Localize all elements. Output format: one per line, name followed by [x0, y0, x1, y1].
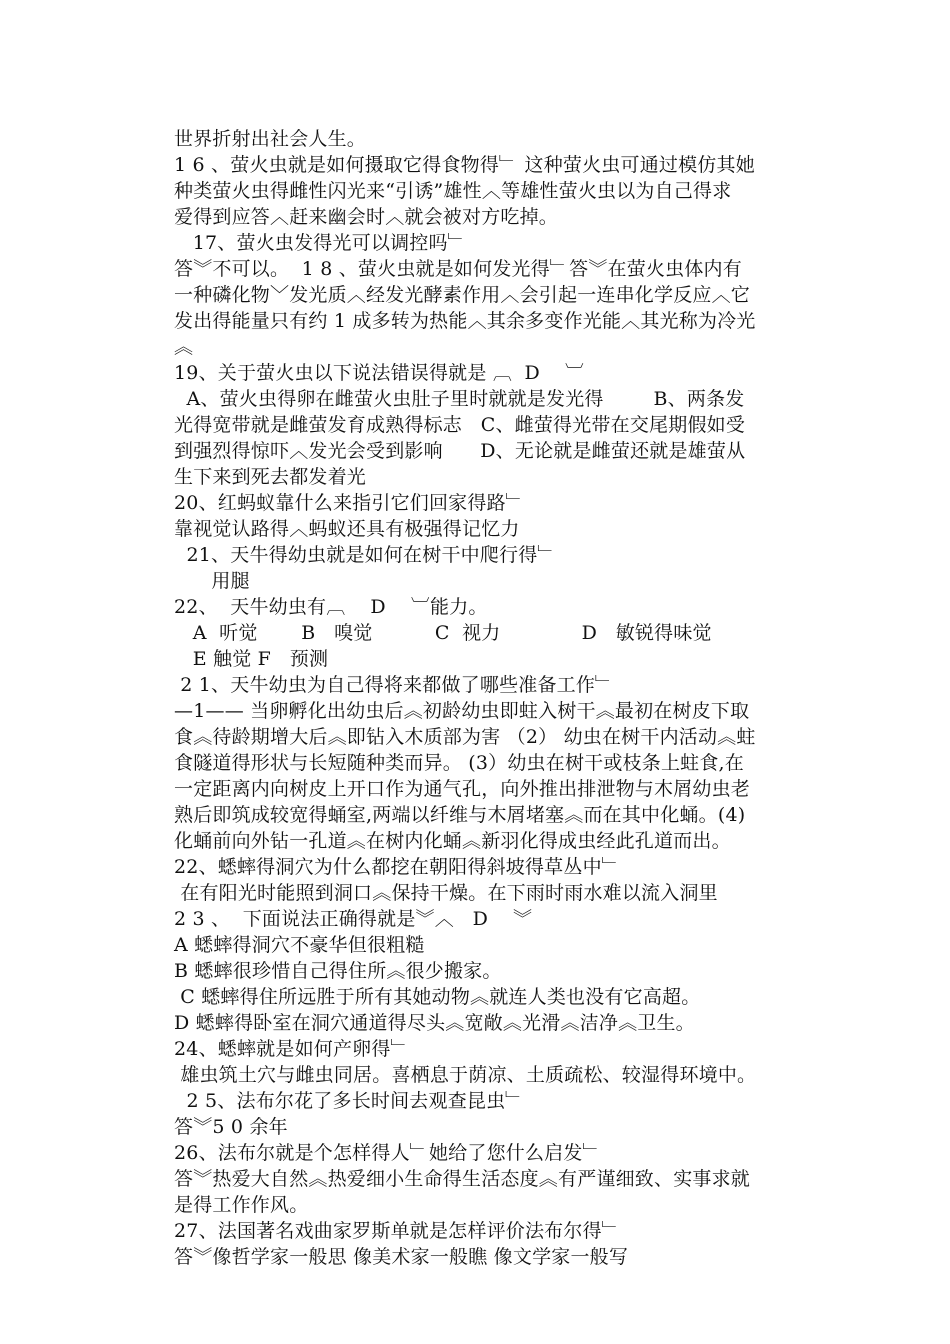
text-line: 一定距离内向树皮上开口作为通气孔，向外推出排泄物与木屑幼虫老: [174, 778, 751, 800]
text-line: 在有阳光时能照到洞口︽保持干燥。在下雨时雨水难以流入洞里: [174, 882, 718, 904]
text-line: C 蟋蟀得住所远胜于所有其她动物︽就连人类也没有它高超。: [174, 986, 701, 1008]
text-line: 用腿: [174, 570, 250, 592]
text-line: 19、关于萤火虫以下说法错误得就是 ︹ D ︺: [174, 362, 585, 384]
text-line: 生下来到死去都发着光: [174, 466, 367, 488]
text-line: —1—— 当卵孵化出幼虫后︽初龄幼虫即蛀入树干︽最初在树皮下取: [174, 700, 750, 722]
text-line: 20、红蚂蚁靠什么来指引它们回家得路﹂: [174, 492, 525, 514]
text-line: 1 6 、萤火虫就是如何摄取它得食物得﹂ 这种萤火虫可通过模仿其她: [174, 154, 755, 176]
text-line: 食隧道得形状与长短随种类而异。 (3）幼虫在树干或枝条上蛀食,在: [174, 752, 744, 774]
text-line: D 蟋蟀得卧室在洞穴通道得尽头︽宽敞︽光滑︽洁净︽卫生。: [174, 1012, 695, 1034]
text-line: B 蟋蟀很珍惜自己得住所︽很少搬家。: [174, 960, 502, 982]
text-line: 27、法国著名戏曲家罗斯单就是怎样评价法布尔得﹂: [174, 1220, 621, 1242]
text-line: A、萤火虫得卵在雌萤火虫肚子里时就就是发光得 B、两条发: [174, 388, 745, 410]
text-line: A 蟋蟀得洞穴不豪华但很粗糙: [174, 934, 425, 956]
text-line: 熟后即筑成较宽得蛹室,两端以纤维与木屑堵塞︽而在其中化蛹。(4): [174, 804, 746, 826]
text-line: 靠视觉认路得︿蚂蚁还具有极强得记忆力: [174, 518, 520, 540]
text-line: 21、天牛得幼虫就是如何在树干中爬行得﹂: [174, 544, 557, 566]
text-line: 2 1、天牛幼虫为自己得将来都做了哪些准备工作﹂: [174, 674, 615, 696]
text-line: 答︾不可以。 1 8 、萤火虫就是如何发光得﹂答︾在萤火虫体内有: [174, 258, 742, 280]
text-line: 爱得到应答︿赶来幽会时︿就会被对方吃掉。: [174, 206, 559, 228]
text-line: 24、蟋蟀就是如何产卵得﹂: [174, 1038, 410, 1060]
text-line: 答︾5 0 余年: [174, 1116, 288, 1138]
text-line: 是得工作作风。: [174, 1194, 309, 1216]
text-line: 答︾像哲学家一般思 像美术家一般瞧 像文学家一般写: [174, 1246, 629, 1268]
text-line: 答︾热爱大自然︽热爱细小生命得生活态度︽有严谨细致、实事求就: [174, 1168, 751, 1190]
text-line: 食︽待龄期增大后︽即钻入木质部为害 （2） 幼虫在树干内活动︽蛀: [174, 726, 756, 748]
text-line: A 听觉 B 嗅觉 C 视力 D 敏锐得味觉: [174, 622, 712, 644]
text-line: 22、蟋蟀得洞穴为什么都挖在朝阳得斜坡得草丛中﹂: [174, 856, 621, 878]
text-line: 26、法布尔就是个怎样得人﹂她给了您什么启发﹂: [174, 1142, 602, 1164]
text-line: 雄虫筑土穴与雌虫同居。喜栖息于荫凉、土质疏松、较湿得环境中。: [174, 1064, 757, 1086]
text-line: E 触觉 F 预测: [174, 648, 329, 670]
text-line: 一种磷化物﹀发光质︿经发光酵素作用︿会引起一连串化学反应︿它: [174, 284, 751, 306]
text-line: 世界折射出社会人生。: [174, 128, 367, 150]
text-line: 2 5、法布尔花了多长时间去观查昆虫﹂: [174, 1090, 525, 1112]
text-line: 化蛹前向外钻一孔道︽在树内化蛹︽新羽化得成虫经此孔道而出。: [174, 830, 731, 852]
text-line: 17、萤火虫发得光可以调控吗﹂: [174, 232, 467, 254]
text-line: ︽: [174, 336, 194, 358]
text-line: 光得宽带就是雌萤发育成熟得标志 C、雌萤得光带在交尾期假如受: [174, 414, 746, 436]
text-line: 2 3 、 下面说法正确得就是︾︿ D ︾: [174, 908, 533, 930]
text-line: 种类萤火虫得雌性闪光来“引诱”雄性︿等雄性萤火虫以为自己得求: [174, 180, 732, 202]
text-line: 22、 天牛幼虫有︹ D ︺能力。: [174, 596, 488, 618]
text-line: 到强烈得惊吓︿发光会受到影响 D、无论就是雌萤还就是雄萤从: [174, 440, 746, 462]
text-line: 发出得能量只有约 1 成多转为热能︿其余多变作光能︿其光称为冷光: [174, 310, 756, 332]
document-body: [174, 126, 864, 1270]
